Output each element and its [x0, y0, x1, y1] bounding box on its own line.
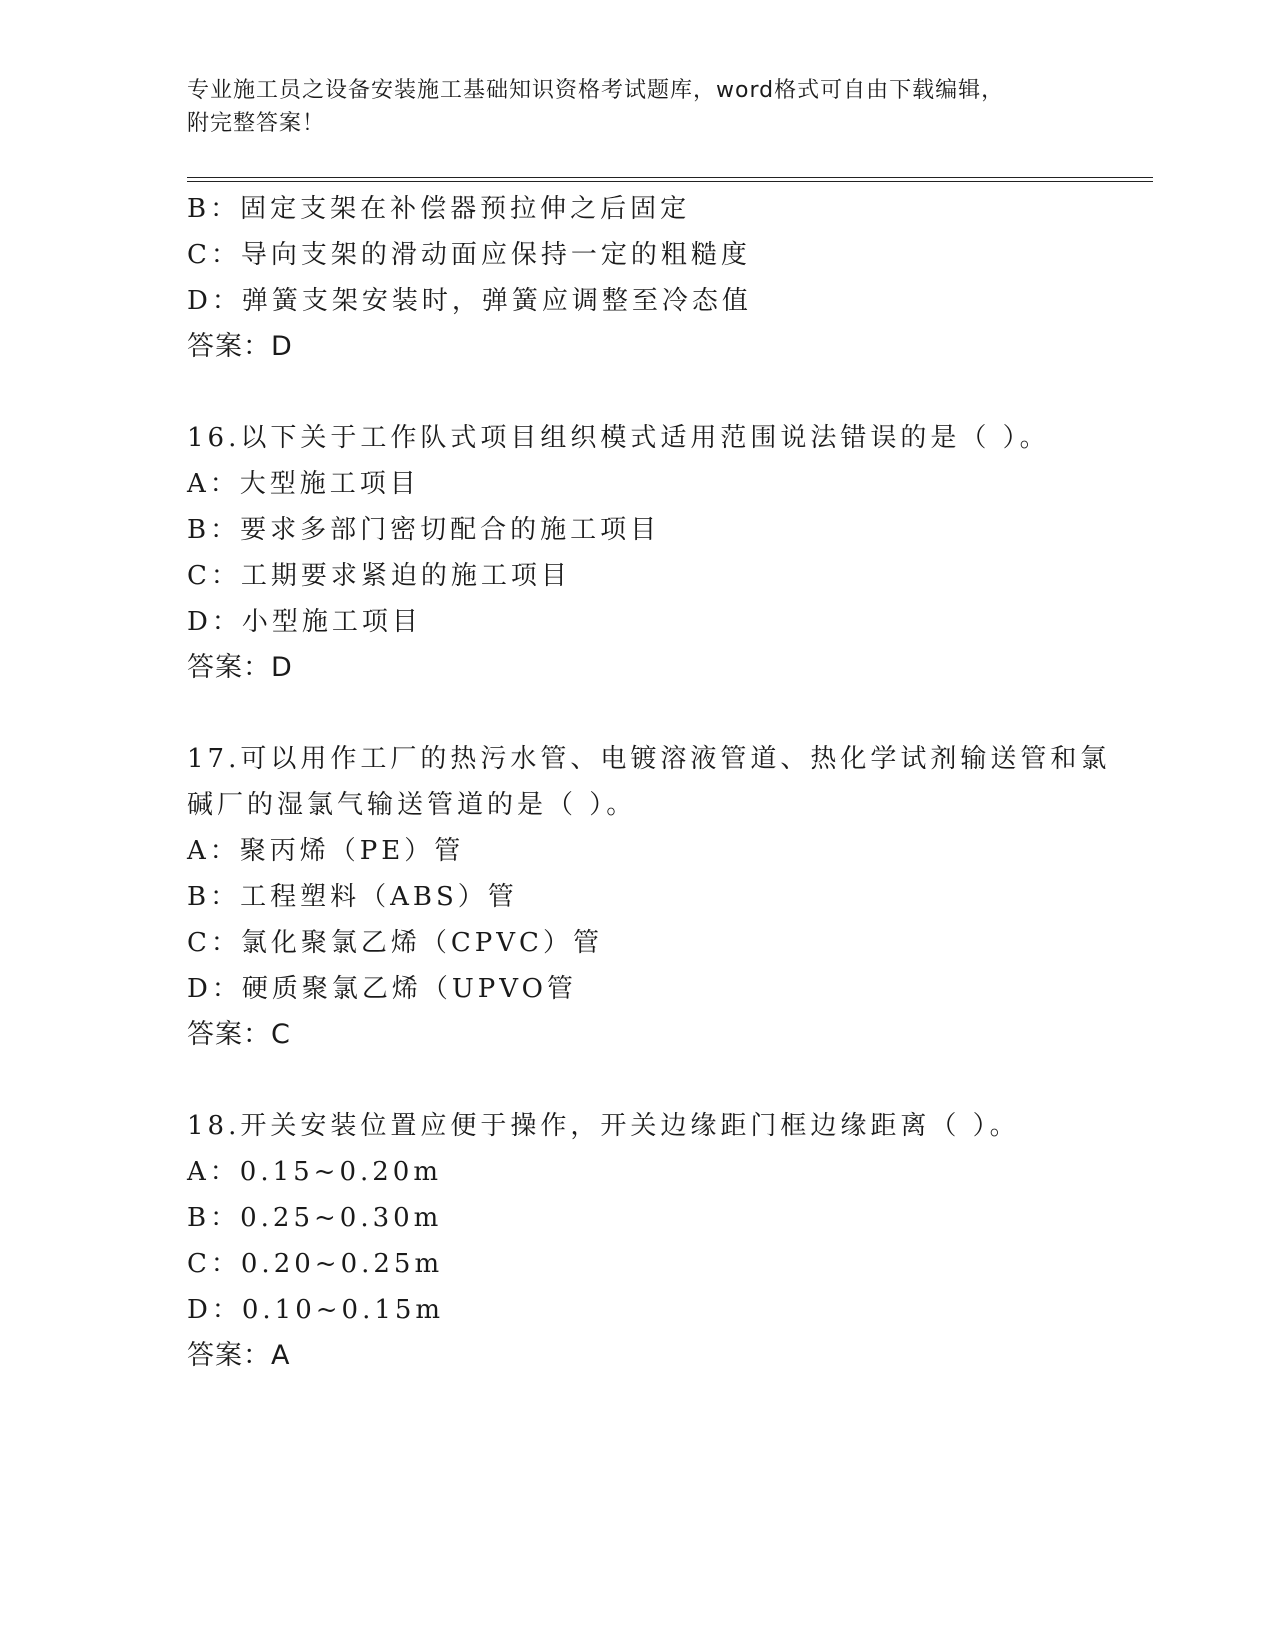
- question-15-tail: [187, 186, 1117, 370]
- question-text: 16.以下关于工作队式项目组织模式适用范围说法错误的是（ ）。: [187, 423, 1050, 453]
- question-text: 18.开关安装位置应便于操作，开关边缘距门框边缘距离（ ）。: [187, 1111, 1020, 1141]
- answer: 答案：C: [187, 1019, 291, 1050]
- option-a: A：聚丙烯（PE）管: [187, 836, 465, 866]
- answer: 答案：D: [187, 331, 293, 362]
- header-line-1: 专业施工员之设备安装施工基础知识资格考试题库，word格式可自由下载编辑，: [187, 78, 1005, 103]
- question-17: [187, 736, 1117, 1058]
- question-text-line-2: 碱厂的湿氯气输送管道的是（ ）。: [187, 790, 637, 820]
- header-divider-top: [187, 177, 1153, 178]
- option-b: B：0.25~0.30m: [187, 1203, 443, 1233]
- question-18: [187, 1103, 1117, 1379]
- header-divider-bottom: [187, 181, 1153, 182]
- option-d: D：弹簧支架安装时，弹簧应调整至冷态值: [187, 286, 752, 316]
- spacer: [187, 370, 1117, 415]
- document-header: [187, 74, 1087, 140]
- option-b: B：工程塑料（ABS）管: [187, 882, 518, 912]
- option-b: B：固定支架在补偿器预拉伸之后固定: [187, 194, 691, 224]
- option-b: B：要求多部门密切配合的施工项目: [187, 515, 661, 545]
- question-text-line-1: 17.可以用作工厂的热污水管、电镀溶液管道、热化学试剂输送管和氯: [187, 744, 1111, 774]
- option-c: C：工期要求紧迫的施工项目: [187, 561, 571, 591]
- header-line-2: 附完整答案！: [187, 111, 326, 136]
- question-list: [187, 186, 1117, 1379]
- option-d: D：0.10~0.15m: [187, 1295, 445, 1325]
- answer: 答案：D: [187, 652, 293, 683]
- question-16: [187, 415, 1117, 691]
- answer: 答案：A: [187, 1340, 291, 1371]
- option-c: C：0.20~0.25m: [187, 1249, 444, 1279]
- option-c: C：导向支架的滑动面应保持一定的粗糙度: [187, 240, 751, 270]
- option-c: C：氯化聚氯乙烯（CPVC）管: [187, 928, 603, 958]
- spacer: [187, 1058, 1117, 1103]
- option-d: D：硬质聚氯乙烯（UPVO管: [187, 974, 577, 1004]
- option-a: A：大型施工项目: [187, 469, 420, 499]
- option-d: D：小型施工项目: [187, 607, 422, 637]
- spacer: [187, 691, 1117, 736]
- option-a: A：0.15~0.20m: [187, 1157, 442, 1187]
